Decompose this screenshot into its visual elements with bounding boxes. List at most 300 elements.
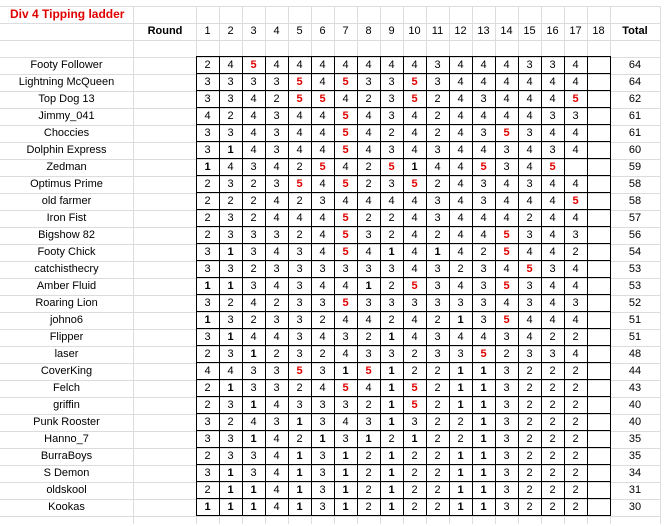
round-score: 2	[457, 416, 464, 428]
round-score: 3	[503, 161, 510, 173]
round-score: 4	[411, 229, 418, 241]
round-score: 5	[342, 246, 349, 258]
round-score: 1	[342, 484, 349, 496]
tipper-name: Felch	[53, 382, 80, 394]
round-score: 5	[342, 127, 349, 139]
round-score: 3	[250, 382, 257, 394]
total-score: 53	[628, 263, 642, 275]
round-score: 2	[411, 450, 418, 462]
round-score: 4	[457, 110, 464, 122]
round-score: 5	[296, 93, 303, 105]
round-score: 4	[296, 127, 303, 139]
round-score: 4	[250, 93, 257, 105]
round-score: 3	[342, 263, 349, 275]
round-score: 2	[572, 246, 579, 258]
round-score: 4	[549, 229, 556, 241]
round-score: 2	[365, 161, 372, 173]
round-score: 3	[388, 144, 395, 156]
round-score: 5	[411, 399, 418, 411]
round-number-9: 9	[388, 25, 395, 37]
round-score: 3	[273, 382, 280, 394]
round-score: 1	[204, 314, 211, 326]
total-score: 40	[628, 399, 642, 411]
round-score: 3	[296, 280, 303, 292]
round-score: 3	[434, 59, 441, 71]
round-score: 4	[457, 93, 464, 105]
tipper-name: Flipper	[49, 331, 84, 343]
total-score: 64	[628, 59, 642, 71]
total-score: 58	[628, 178, 642, 190]
round-score: 4	[480, 229, 487, 241]
round-score: 1	[250, 399, 257, 411]
round-score: 2	[434, 484, 441, 496]
round-score: 2	[365, 467, 372, 479]
round-number-3: 3	[250, 25, 257, 37]
round-score: 4	[526, 161, 533, 173]
round-score: 4	[273, 467, 280, 479]
round-score: 4	[411, 331, 418, 343]
round-score: 2	[204, 484, 211, 496]
round-score: 2	[434, 178, 441, 190]
round-score: 4	[319, 144, 326, 156]
round-score: 1	[388, 416, 395, 428]
round-score: 3	[457, 297, 464, 309]
round-score: 3	[227, 76, 234, 88]
round-score: 3	[365, 348, 372, 360]
round-score: 2	[434, 93, 441, 105]
round-score: 4	[411, 314, 418, 326]
tipper-name: Roaring Lion	[35, 297, 98, 309]
round-score: 4	[388, 195, 395, 207]
round-score: 4	[250, 331, 257, 343]
round-score: 3	[227, 93, 234, 105]
round-number-16: 16	[546, 25, 559, 37]
round-score: 1	[388, 331, 395, 343]
round-score: 3	[503, 416, 510, 428]
page-title: Div 4 Tipping ladder	[10, 7, 125, 21]
total-score: 30	[628, 501, 642, 513]
round-score: 2	[549, 433, 556, 445]
round-score: 4	[342, 314, 349, 326]
round-score: 1	[342, 450, 349, 462]
total-header: Total	[622, 25, 648, 37]
round-score: 4	[503, 263, 510, 275]
round-score: 1	[434, 246, 441, 258]
round-score: 2	[434, 314, 441, 326]
round-score: 1	[480, 416, 487, 428]
round-score: 2	[549, 501, 556, 513]
round-score: 2	[388, 314, 395, 326]
round-score: 5	[503, 246, 510, 258]
round-score: 2	[273, 297, 280, 309]
round-score: 4	[319, 229, 326, 241]
round-score: 1	[457, 467, 464, 479]
round-score: 4	[526, 144, 533, 156]
round-score: 1	[227, 280, 234, 292]
round-score: 4	[273, 212, 280, 224]
round-score: 2	[250, 212, 257, 224]
round-score: 2	[572, 450, 579, 462]
round-score: 2	[526, 382, 533, 394]
round-score: 4	[457, 76, 464, 88]
total-score: 51	[628, 314, 642, 326]
round-score: 3	[296, 263, 303, 275]
round-score: 2	[526, 467, 533, 479]
round-score: 4	[411, 59, 418, 71]
round-score: 5	[503, 127, 510, 139]
round-score: 2	[204, 178, 211, 190]
round-score: 3	[526, 229, 533, 241]
round-score: 3	[411, 297, 418, 309]
round-score: 2	[434, 365, 441, 377]
round-number-1: 1	[204, 25, 211, 37]
round-score: 2	[434, 450, 441, 462]
round-score: 4	[526, 331, 533, 343]
round-score: 4	[572, 348, 579, 360]
round-score: 3	[388, 178, 395, 190]
round-score: 3	[388, 297, 395, 309]
round-score: 5	[503, 229, 510, 241]
round-score: 3	[480, 280, 487, 292]
round-score: 4	[250, 297, 257, 309]
round-score: 1	[342, 365, 349, 377]
round-score: 1	[388, 484, 395, 496]
round-score: 3	[227, 433, 234, 445]
round-score: 4	[365, 314, 372, 326]
round-score: 1	[388, 467, 395, 479]
round-score: 2	[365, 399, 372, 411]
round-score: 3	[319, 467, 326, 479]
tipper-name: Punk Rooster	[33, 416, 100, 428]
round-score: 4	[250, 127, 257, 139]
round-score: 4	[319, 331, 326, 343]
round-score: 3	[503, 399, 510, 411]
round-score: 3	[227, 212, 234, 224]
round-score: 4	[526, 110, 533, 122]
total-score: 64	[628, 76, 642, 88]
round-score: 2	[365, 212, 372, 224]
round-score: 4	[342, 416, 349, 428]
round-score: 1	[250, 484, 257, 496]
round-score: 1	[342, 467, 349, 479]
round-score: 2	[434, 501, 441, 513]
round-score: 1	[296, 484, 303, 496]
total-score: 52	[628, 297, 642, 309]
round-score: 4	[296, 212, 303, 224]
tipper-name: griffin	[53, 399, 80, 411]
round-score: 2	[204, 382, 211, 394]
round-score: 5	[342, 110, 349, 122]
round-number-18: 18	[592, 25, 605, 37]
round-score: 3	[227, 263, 234, 275]
round-score: 3	[365, 229, 372, 241]
round-score: 1	[480, 467, 487, 479]
round-score: 4	[526, 195, 533, 207]
round-score: 4	[250, 144, 257, 156]
round-score: 3	[204, 263, 211, 275]
round-score: 1	[227, 501, 234, 513]
round-header: Round	[147, 25, 183, 37]
round-score: 5	[411, 382, 418, 394]
total-score: 43	[628, 382, 642, 394]
round-score: 4	[273, 331, 280, 343]
tipper-name: Footy Chick	[37, 246, 96, 258]
round-score: 2	[250, 178, 257, 190]
round-score: 5	[342, 229, 349, 241]
round-score: 1	[480, 399, 487, 411]
round-score: 4	[503, 110, 510, 122]
round-score: 3	[365, 263, 372, 275]
round-score: 3	[250, 450, 257, 462]
round-score: 3	[250, 229, 257, 241]
round-score: 4	[365, 110, 372, 122]
total-score: 59	[628, 161, 642, 173]
round-score: 1	[296, 467, 303, 479]
round-score: 1	[388, 382, 395, 394]
round-score: 4	[273, 161, 280, 173]
round-score: 4	[365, 382, 372, 394]
round-score: 3	[434, 212, 441, 224]
round-score: 3	[503, 484, 510, 496]
round-score: 3	[296, 348, 303, 360]
round-score: 5	[342, 76, 349, 88]
round-number-10: 10	[408, 25, 421, 37]
round-score: 4	[273, 433, 280, 445]
round-score: 2	[227, 110, 234, 122]
round-score: 3	[250, 246, 257, 258]
round-score: 4	[480, 212, 487, 224]
total-score: 31	[628, 484, 642, 496]
round-score: 3	[227, 399, 234, 411]
round-score: 4	[549, 195, 556, 207]
round-score: 4	[572, 280, 579, 292]
round-number-13: 13	[477, 25, 490, 37]
round-score: 5	[296, 178, 303, 190]
round-score: 1	[227, 144, 234, 156]
round-score: 3	[273, 76, 280, 88]
round-score: 1	[480, 365, 487, 377]
round-score: 3	[204, 467, 211, 479]
round-score: 3	[342, 399, 349, 411]
round-score: 2	[388, 212, 395, 224]
round-score: 2	[549, 399, 556, 411]
round-score: 1	[296, 416, 303, 428]
round-score: 3	[457, 348, 464, 360]
round-score: 4	[342, 280, 349, 292]
tipper-name: oldskool	[46, 484, 87, 496]
round-score: 2	[296, 382, 303, 394]
round-score: 3	[250, 365, 257, 377]
round-score: 3	[526, 59, 533, 71]
round-score: 2	[388, 127, 395, 139]
round-score: 3	[250, 467, 257, 479]
tipper-name: S Demon	[43, 467, 90, 479]
round-score: 3	[434, 76, 441, 88]
round-score: 4	[549, 280, 556, 292]
tipper-name: laser	[54, 348, 79, 360]
round-score: 5	[503, 280, 510, 292]
total-score: 62	[628, 93, 642, 105]
round-score: 2	[549, 382, 556, 394]
tipper-name: old farmer	[41, 195, 92, 207]
round-score: 3	[365, 76, 372, 88]
round-score: 3	[227, 348, 234, 360]
round-score: 4	[572, 59, 579, 71]
round-score: 3	[319, 450, 326, 462]
round-score: 1	[296, 450, 303, 462]
round-score: 1	[204, 501, 211, 513]
round-score: 4	[503, 195, 510, 207]
round-score: 4	[250, 416, 257, 428]
round-score: 2	[549, 450, 556, 462]
round-score: 3	[503, 144, 510, 156]
round-score: 5	[319, 93, 326, 105]
round-score: 3	[434, 297, 441, 309]
round-score: 3	[319, 501, 326, 513]
round-score: 4	[319, 110, 326, 122]
round-score: 2	[411, 365, 418, 377]
round-score: 3	[319, 297, 326, 309]
round-score: 2	[365, 178, 372, 190]
round-score: 2	[365, 450, 372, 462]
round-score: 3	[526, 297, 533, 309]
round-score: 5	[342, 178, 349, 190]
round-score: 4	[273, 280, 280, 292]
total-score: 56	[628, 229, 642, 241]
round-score: 4	[572, 314, 579, 326]
round-score: 2	[526, 365, 533, 377]
round-score: 4	[549, 93, 556, 105]
round-score: 2	[411, 484, 418, 496]
round-score: 3	[480, 93, 487, 105]
round-score: 1	[457, 484, 464, 496]
round-score: 2	[549, 365, 556, 377]
round-score: 5	[342, 212, 349, 224]
round-score: 4	[319, 280, 326, 292]
round-score: 2	[434, 229, 441, 241]
round-score: 3	[434, 195, 441, 207]
round-score: 3	[273, 263, 280, 275]
round-score: 2	[572, 382, 579, 394]
round-score: 3	[480, 127, 487, 139]
round-score: 3	[204, 297, 211, 309]
round-score: 2	[204, 195, 211, 207]
round-score: 4	[457, 246, 464, 258]
round-score: 3	[273, 178, 280, 190]
round-score: 4	[319, 76, 326, 88]
total-score: 61	[628, 110, 642, 122]
total-score: 44	[628, 365, 642, 377]
round-score: 2	[227, 195, 234, 207]
total-score: 35	[628, 433, 642, 445]
round-score: 2	[411, 348, 418, 360]
round-score: 4	[549, 246, 556, 258]
round-score: 3	[503, 450, 510, 462]
round-score: 5	[388, 161, 395, 173]
round-score: 4	[457, 127, 464, 139]
round-score: 1	[388, 501, 395, 513]
tipper-name: Jimmy_041	[38, 110, 95, 122]
round-score: 4	[503, 76, 510, 88]
round-score: 3	[503, 501, 510, 513]
tipper-name: Choccies	[43, 127, 90, 139]
round-score: 4	[273, 484, 280, 496]
round-score: 3	[250, 76, 257, 88]
round-score: 3	[204, 331, 211, 343]
round-score: 2	[273, 93, 280, 105]
round-score: 3	[388, 110, 395, 122]
round-score: 2	[296, 195, 303, 207]
round-score: 3	[273, 110, 280, 122]
round-score: 4	[319, 178, 326, 190]
round-score: 4	[411, 212, 418, 224]
round-score: 3	[319, 399, 326, 411]
round-score: 4	[457, 280, 464, 292]
total-score: 35	[628, 450, 642, 462]
round-score: 2	[526, 416, 533, 428]
round-score: 4	[250, 110, 257, 122]
round-score: 3	[227, 127, 234, 139]
round-score: 3	[204, 144, 211, 156]
round-score: 3	[273, 127, 280, 139]
round-score: 4	[549, 297, 556, 309]
round-score: 4	[296, 59, 303, 71]
round-score: 5	[296, 76, 303, 88]
round-score: 1	[388, 365, 395, 377]
round-score: 1	[227, 246, 234, 258]
round-score: 3	[480, 195, 487, 207]
round-score: 4	[480, 110, 487, 122]
round-score: 3	[204, 416, 211, 428]
round-score: 3	[273, 365, 280, 377]
round-score: 1	[204, 161, 211, 173]
round-score: 2	[434, 416, 441, 428]
round-score: 4	[526, 93, 533, 105]
tipper-name: Dolphin Express	[26, 144, 107, 156]
round-score: 2	[434, 399, 441, 411]
round-score: 1	[250, 348, 257, 360]
round-score: 5	[319, 161, 326, 173]
total-score: 34	[628, 467, 642, 479]
round-number-7: 7	[342, 25, 349, 37]
round-score: 3	[572, 110, 579, 122]
round-score: 2	[365, 331, 372, 343]
round-score: 3	[480, 178, 487, 190]
round-score: 2	[572, 484, 579, 496]
round-score: 4	[480, 144, 487, 156]
round-score: 1	[388, 246, 395, 258]
round-score: 1	[250, 433, 257, 445]
round-score: 4	[457, 178, 464, 190]
round-score: 5	[411, 93, 418, 105]
round-score: 2	[526, 501, 533, 513]
round-score: 2	[572, 365, 579, 377]
round-score: 2	[434, 382, 441, 394]
round-score: 1	[227, 331, 234, 343]
round-score: 3	[273, 144, 280, 156]
total-score: 53	[628, 280, 642, 292]
round-score: 4	[411, 127, 418, 139]
round-score: 4	[204, 365, 211, 377]
round-score: 4	[227, 59, 234, 71]
round-score: 4	[411, 144, 418, 156]
round-score: 2	[204, 450, 211, 462]
round-score: 1	[457, 314, 464, 326]
round-score: 2	[572, 399, 579, 411]
round-score: 3	[503, 331, 510, 343]
round-score: 5	[480, 348, 487, 360]
round-score: 3	[480, 314, 487, 326]
